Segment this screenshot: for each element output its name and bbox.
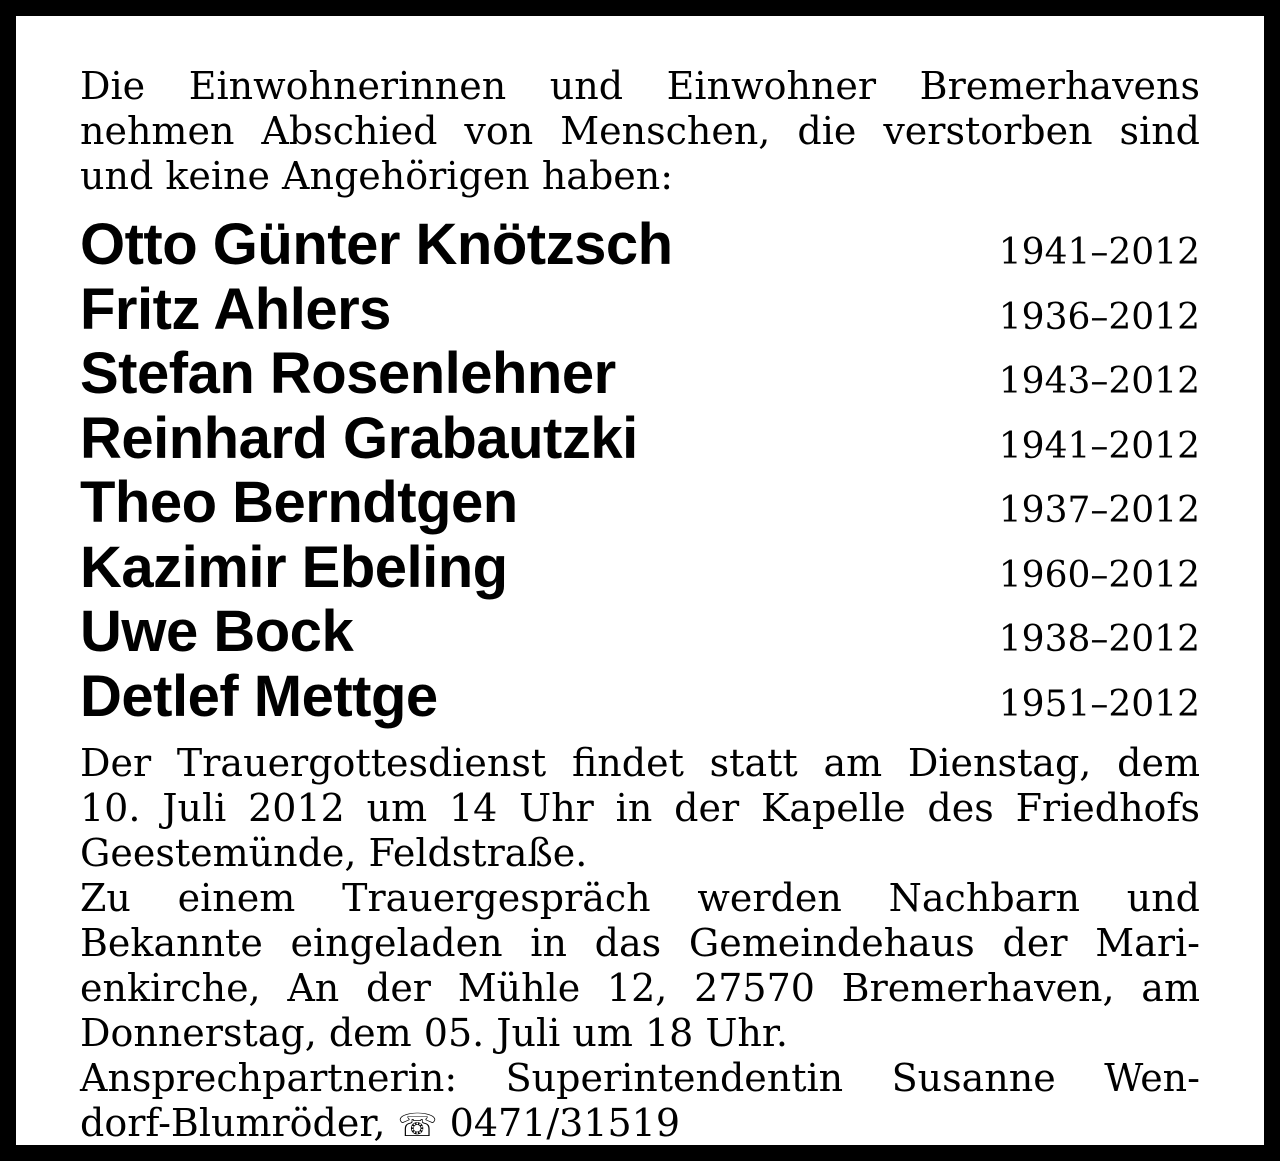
intro-line: und keine Angehörigen haben:: [80, 154, 674, 198]
contact-line: [80, 1101, 1200, 1148]
deceased-years: 1951–2012: [998, 683, 1200, 725]
deceased-row: [80, 600, 1200, 665]
deceased-row: [80, 471, 1200, 536]
deceased-name: Theo Berndtgen: [80, 470, 518, 535]
deceased-years: 1941–2012: [998, 232, 1200, 273]
intro-line: nehmen Abschied von Menschen, die verstorben sind: [80, 109, 1200, 153]
obituary-notice: [16, 16, 1264, 1145]
deceased-row: [80, 665, 1200, 730]
invitation-line: Donnerstag, dem 05. Juli um 18 Uhr.: [80, 1011, 788, 1055]
deceased-name: Kazimir Ebeling: [80, 534, 508, 600]
intro-text: [80, 64, 1200, 199]
deceased-years: 1960–2012: [998, 554, 1200, 596]
service-line: Geestemünde, Feldstraße.: [80, 831, 588, 875]
deceased-years: 1937–2012: [998, 490, 1200, 531]
deceased-years: 1936–2012: [998, 296, 1200, 338]
deceased-row: [80, 342, 1200, 407]
deceased-row: [80, 213, 1200, 278]
deceased-years: 1943–2012: [998, 361, 1200, 402]
service-line: 10. Juli 2012 um 14 Uhr in der Kapelle des Friedhofs: [80, 786, 1200, 830]
invitation-line: Zu einem Trauergespräch werden Nachbarn und: [80, 876, 1200, 920]
deceased-name: Uwe Bock: [80, 599, 354, 664]
invitation-line: Bekannte eingeladen in das Gemeindehaus der Mari-: [80, 921, 1200, 965]
deceased-row: [80, 536, 1200, 601]
intro-line: Die Einwohnerinnen und Einwohner Bremerhavens: [80, 64, 1200, 108]
deceased-years: 1938–2012: [998, 619, 1200, 660]
deceased-years: 1941–2012: [998, 425, 1200, 467]
service-text: [80, 741, 1200, 876]
invitation-text: [80, 876, 1200, 1056]
deceased-row: [80, 407, 1200, 472]
deceased-name: Fritz Ahlers: [80, 276, 391, 342]
deceased-name: Reinhard Grabautzki: [80, 405, 638, 471]
contact-line: Ansprechpartnerin: Superintendentin Susanne Wen-: [80, 1056, 1200, 1100]
phone-number: 0471/31519: [449, 1101, 681, 1145]
contact-name-end: dorf-Blumröder,: [80, 1101, 386, 1145]
telephone-icon: ☏: [397, 1106, 438, 1144]
deceased-row: [80, 278, 1200, 343]
deceased-list: [80, 213, 1200, 729]
contact-text: [80, 1056, 1200, 1148]
deceased-name: Otto Günter Knötzsch: [80, 212, 673, 277]
deceased-name: Detlef Mettge: [80, 663, 438, 729]
deceased-name: Stefan Rosenlehner: [80, 341, 616, 406]
invitation-line: enkirche, An der Mühle 12, 27570 Bremerhaven, am: [80, 966, 1200, 1010]
service-line: Der Trauergottesdienst findet statt am Dienstag, dem: [80, 741, 1200, 785]
